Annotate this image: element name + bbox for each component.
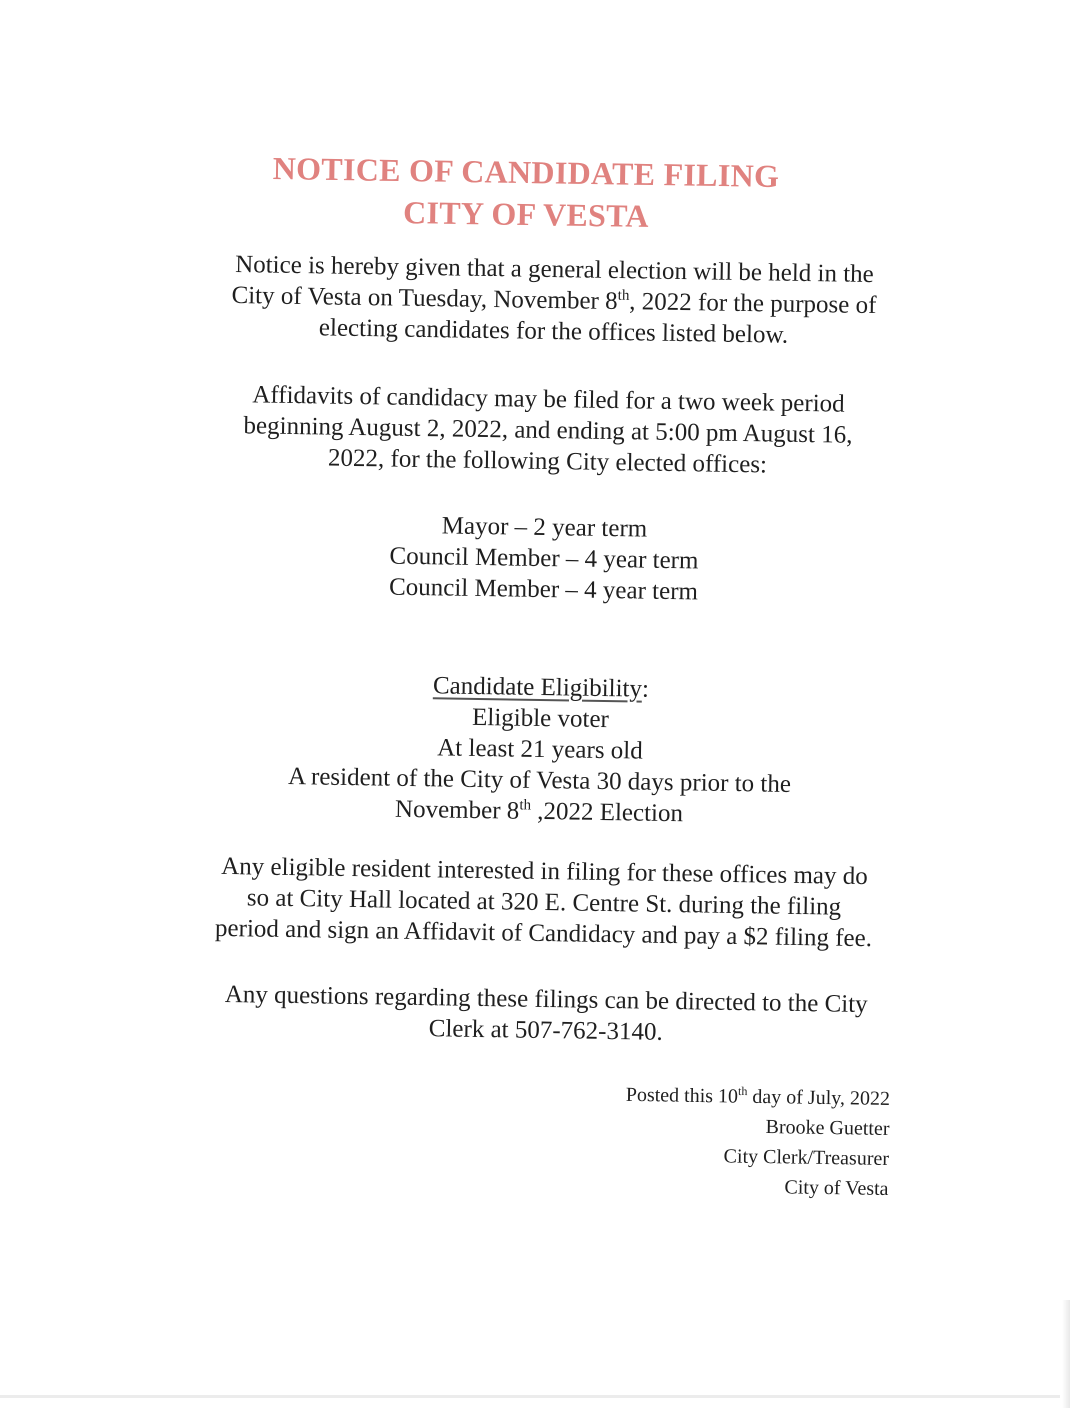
- filing-instructions-paragraph: [0, 847, 1088, 957]
- affidavit-paragraph: [3, 375, 1088, 485]
- questions-paragraph: [2, 975, 1088, 1054]
- eligibility-heading-text: Candidate Eligibility: [432, 672, 643, 703]
- notice-line-2-ordinal: th: [617, 287, 630, 304]
- notice-line-2-text: City of Vesta on Tuesday, November 8: [231, 281, 618, 315]
- posted-date-text: Posted this 10: [625, 1083, 739, 1108]
- eligibility-item-4-ordinal: th: [519, 797, 532, 814]
- office-item: Mayor – 2 year term: [441, 512, 648, 543]
- office-item: Council Member – 4 year term: [388, 573, 699, 606]
- clerk-name: Brooke Guetter: [765, 1116, 890, 1140]
- posted-date-ordinal: th: [737, 1083, 748, 1099]
- scan-edge-line: [0, 1395, 1060, 1398]
- notice-line-2-rest: , 2022 for the purpose of: [629, 288, 877, 320]
- posted-date-rest: day of July, 2022: [747, 1085, 890, 1110]
- questions-line-1: Any questions regarding these filings can be directed to the City: [224, 980, 868, 1019]
- office-item: Council Member – 4 year term: [389, 542, 699, 575]
- interest-line-3: period and sign an Affidavit of Candidacy and pay a $2 filing fee.: [214, 914, 873, 953]
- eligibility-item-4-rest: ,2022 Election: [530, 797, 684, 828]
- eligibility-heading-colon: :: [641, 675, 650, 703]
- interest-line-1: Any eligible resident interested in filing for these offices may do: [221, 852, 868, 891]
- eligibility-item-4-text: November 8: [394, 795, 520, 825]
- eligibility-item: A resident of the City of Vesta 30 days prior to the: [287, 763, 792, 798]
- eligibility-item: At least 21 years old: [437, 734, 643, 765]
- notice-title: NOTICE OF CANDIDATE FILING: [272, 150, 780, 194]
- notice-subtitle: CITY OF VESTA: [402, 194, 650, 234]
- questions-line-2: Clerk at 507-762-3140.: [428, 1015, 663, 1046]
- posted-signature-block: [624, 1080, 890, 1204]
- posted-date: [625, 1080, 890, 1114]
- clerk-organization: City of Vesta: [784, 1176, 889, 1200]
- eligibility-item: Eligible voter: [471, 703, 610, 734]
- clerk-role: City Clerk/Treasurer: [723, 1145, 889, 1170]
- notice-line-3: electing candidates for the offices listed below.: [318, 314, 789, 349]
- eligibility-section: [0, 663, 1085, 835]
- affidavit-line-3: 2022, for the following City elected offices:: [327, 444, 768, 479]
- affidavit-line-1: Affidavits of candidacy may be filed for a two week period: [252, 381, 845, 418]
- notice-line-1: Notice is hereby given that a general election will be held in the: [234, 250, 874, 289]
- election-notice-paragraph: [9, 245, 1088, 355]
- affidavit-line-2: beginning August 2, 2022, and ending at 5:00 pm August 16,: [243, 412, 853, 449]
- interest-line-2: so at City Hall located at 320 E. Centre St. during the filing: [246, 884, 842, 921]
- offices-list: [0, 503, 1088, 613]
- scan-edge-shadow: [1062, 1300, 1070, 1408]
